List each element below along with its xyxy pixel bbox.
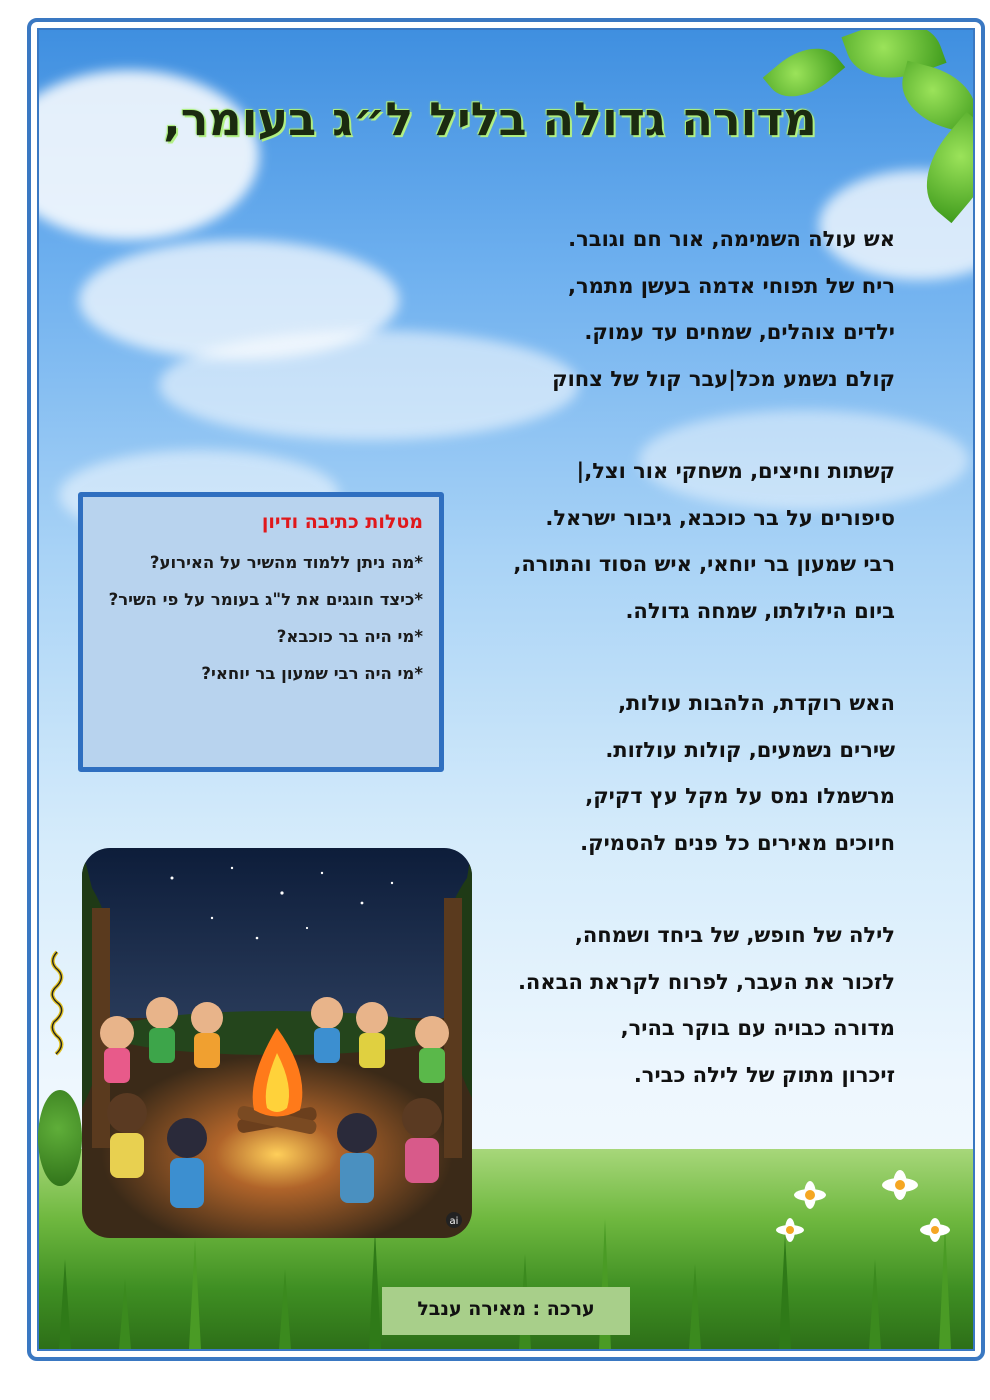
poem-line: אש עולה השמימה, אור חם וגובר.	[568, 227, 895, 251]
writing-tasks-box	[78, 492, 444, 772]
poem-stanza	[455, 918, 895, 1104]
poem-line: לילה של חופש, של ביחד ושמחה,	[574, 923, 895, 947]
poem-stanza	[455, 686, 895, 872]
task-item: *כיצד חוגגים את ל"ג בעומר על פי השיר?	[108, 590, 423, 609]
poem-line: לזכור את העבר, לפרוח לקראת הבאה.	[517, 969, 895, 994]
grass-blade	[119, 1279, 131, 1349]
signature-handwritten	[46, 948, 68, 1058]
ai-badge: ai	[449, 1216, 459, 1227]
task-item: *מי היה רבי שמעון בר יוחאי?	[201, 664, 423, 683]
poem-line: מרשמלו נמס על מקל עץ דקיק,	[585, 784, 895, 808]
page-title: מדורה גדולה בליל ל״ג בעומר,	[163, 92, 817, 146]
grass-blade	[689, 1264, 701, 1349]
grass-blade	[369, 1229, 381, 1349]
poem-stanza	[455, 222, 895, 408]
poem-line: האש רוקדת, הלהבות עולות,	[618, 691, 895, 715]
credit-label: ערכה : מאירה ענבל	[382, 1287, 630, 1335]
poem	[455, 222, 895, 1150]
poem-line: ביום הילולתו, שמחה גדולה.	[625, 598, 895, 623]
poem-line: קולם נשמע מכל|עבר קול של צחוק	[552, 366, 895, 391]
poem-stanza	[455, 454, 895, 640]
bonfire-illustration	[82, 848, 472, 1238]
poem-line: שירים נשמעים, קולות עולזות.	[605, 737, 895, 762]
poem-line: מדורה כבויה עם בוקר בהיר,	[620, 1016, 895, 1040]
daisy-flowers-decoration	[770, 1170, 970, 1270]
grass-blade	[59, 1259, 71, 1349]
poem-line: ילדים צוהלים, שמחים עד עמוק.	[584, 320, 895, 344]
grass-blade	[189, 1239, 201, 1349]
poem-line: קשתות וחיצים, משחקי אור וצל,|	[576, 459, 895, 483]
poem-line: זיכרון מתוק של לילה כביר.	[633, 1062, 895, 1087]
tree-decoration	[38, 1090, 82, 1186]
poem-line: סיפורים על בר כוכבא, גיבור ישראל.	[545, 505, 895, 530]
grass-blade	[869, 1259, 881, 1349]
tasks-title: מטלות כתיבה ודיון	[261, 511, 423, 533]
poem-line: רבי שמעון בר יוחאי, איש הסוד והתורה,	[513, 552, 895, 576]
task-item: *מי היה בר כוכבא?	[276, 627, 423, 646]
poem-line: חיוכים מאירים כל פנים להסמיק.	[580, 830, 895, 855]
poem-line: ריח של תפוחי אדמה בעשן מתמר,	[568, 273, 895, 298]
grass-blade	[279, 1269, 291, 1349]
task-item: *מה ניתן ללמוד מהשיר על האירוע?	[149, 553, 423, 572]
